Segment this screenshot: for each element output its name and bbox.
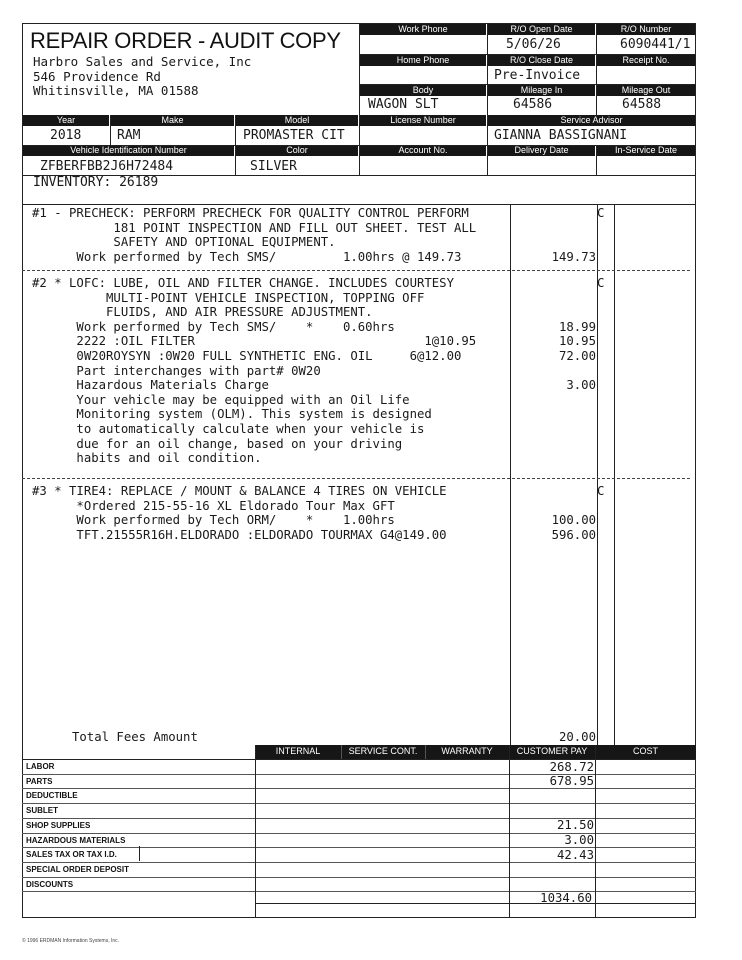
job-line-text: Your vehicle may be equipped with an Oil Life — [32, 392, 410, 407]
job-line-amount: 149.73 — [551, 249, 596, 264]
totals-row-label: DEDUCTIBLE — [26, 791, 78, 801]
label-body: Body — [360, 85, 486, 96]
totals-customer-pay: 3.00 — [564, 833, 594, 847]
job-status-flag: C — [597, 276, 605, 290]
totals-customer-pay: 21.50 — [556, 818, 594, 833]
label-mileage-out: Mileage Out — [597, 85, 695, 96]
job-line-text: Work performed by Tech SMS/ 1.00hrs @ 149.73 — [32, 249, 462, 264]
job-separator — [22, 270, 690, 271]
job-line-text: Hazardous Materials Charge — [32, 378, 269, 393]
job-line-text: #2 * LOFC: LUBE, OIL AND FILTER CHANGE. INCLUDES COURTESY — [32, 276, 454, 290]
job-line-text: Monitoring system (OLM). This system is designed — [32, 407, 432, 422]
label-license-number: License Number — [360, 115, 486, 126]
totals-row-label: HAZARDOUS MATERIALS — [26, 835, 126, 845]
totals-customer-pay: 268.72 — [549, 759, 594, 774]
ro-close-date: Pre-Invoice — [494, 68, 581, 83]
total-fees-amount: 20.00 — [558, 730, 596, 744]
job-line-text: SAFETY AND OPTIONAL EQUIPMENT. — [32, 235, 336, 250]
col-internal: INTERNAL — [275, 746, 321, 756]
label-account-no: Account No. — [360, 145, 486, 156]
label-model: Model — [236, 115, 358, 126]
job-status-flag: C — [597, 484, 605, 498]
dealer-city: Whitinsville, MA 01588 — [33, 83, 199, 99]
job-line-text: #1 - PRECHECK: PERFORM PRECHECK FOR QUALITY CONTROL PERFORM — [32, 206, 469, 220]
inventory: INVENTORY: 26189 — [33, 175, 159, 190]
label-vin: Vehicle Identification Number — [23, 145, 234, 156]
job-line-text: #3 * TIRE4: REPLACE / MOUNT & BALANCE 4 TIRES ON VEHICLE — [32, 484, 447, 498]
vehicle-make: RAM — [117, 128, 141, 143]
job-line-text: *Ordered 215-55-16 XL Eldorado Tour Max GFT — [32, 498, 395, 513]
label-work-phone: Work Phone — [360, 24, 486, 35]
label-ro-open-date: R/O Open Date — [488, 24, 595, 35]
vehicle-color: SILVER — [250, 159, 297, 174]
totals-row-label: SALES TAX OR TAX I.D. — [26, 850, 117, 860]
label-ro-number: R/O Number — [597, 24, 695, 35]
mileage-out: 64588 — [622, 97, 662, 112]
totals-row-label: LABOR — [26, 762, 55, 771]
ro-number: 6090441/1 — [620, 37, 691, 52]
job-separator — [22, 478, 690, 479]
job-line-text: TFT.21555R16H.ELDORADO :ELDORADO TOURMAX G4@149.00 — [32, 527, 447, 542]
col-customer-pay: CUSTOMER PAY — [516, 746, 588, 756]
totals-row-label: DISCOUNTS — [26, 879, 74, 889]
mileage-in: 64586 — [513, 97, 553, 112]
totals-row-label: SUBLET — [26, 806, 58, 816]
job-line-text: Work performed by Tech SMS/ * 0.60hrs — [32, 319, 395, 334]
job-line-text: habits and oil condition. — [32, 451, 262, 466]
label-year: Year — [23, 115, 109, 126]
col-service-cont: SERVICE CONT. — [348, 746, 418, 756]
job-line-text: Work performed by Tech ORM/ * 1.00hrs — [32, 513, 395, 528]
label-in-service-date: In-Service Date — [597, 145, 695, 156]
vehicle-model: PROMASTER CIT — [243, 128, 345, 143]
col-cost: COST — [632, 746, 658, 756]
totals-row-label: SHOP SUPPLIES — [26, 820, 91, 830]
dealer-address — [33, 55, 251, 99]
job-line-amount: 100.00 — [551, 513, 596, 528]
job-line-amount: 72.00 — [558, 349, 596, 363]
totals-customer-pay: 678.95 — [549, 774, 594, 789]
label-ro-close-date: R/O Close Date — [488, 55, 595, 66]
total-fees-label: Total Fees Amount — [72, 730, 198, 744]
label-delivery-date: Delivery Date — [488, 145, 595, 156]
job-line-amount: 10.95 — [558, 334, 596, 349]
job-line-text: due for an oil change, based on your driving — [32, 436, 403, 451]
label-home-phone: Home Phone — [360, 55, 486, 66]
job-line-amount: 3.00 — [566, 378, 596, 393]
col-warranty: WARRANTY — [441, 746, 493, 756]
label-mileage-in: Mileage In — [488, 85, 595, 96]
job-line-text: FLUIDS, AND AIR PRESSURE ADJUSTMENT. — [32, 305, 373, 320]
totals-customer-pay: 42.43 — [556, 847, 594, 862]
job-line-amount: 18.99 — [558, 319, 596, 334]
body-value: WAGON SLT — [368, 97, 439, 112]
job-line-text: 0W20ROYSYN :0W20 FULL SYNTHETIC ENG. OIL 6@12.00 — [32, 349, 462, 363]
totals-row-label: SPECIAL ORDER DEPOSIT — [26, 864, 129, 874]
job-line-text: 181 POINT INSPECTION AND FILL OUT SHEET. TEST ALL — [32, 220, 477, 235]
job-status-flag: C — [597, 206, 605, 220]
vehicle-year: 2018 — [50, 128, 82, 143]
job-line-text: MULTI-POINT VEHICLE INSPECTION, TOPPING OFF — [32, 290, 425, 305]
job-line-amount: 596.00 — [551, 527, 596, 542]
label-receipt-no: Receipt No. — [597, 55, 695, 66]
label-service-advisor: Service Advisor — [488, 115, 695, 126]
copyright: © 1996 ERDMAN Information Systems, Inc. — [22, 938, 120, 944]
service-advisor: GIANNA BASSIGNANI — [494, 128, 628, 143]
page-title: REPAIR ORDER - AUDIT COPY — [30, 28, 341, 53]
label-make: Make — [111, 115, 234, 126]
label-color: Color — [236, 145, 358, 156]
job-line-text: Part interchanges with part# 0W20 — [32, 363, 321, 378]
ro-open-date: 5/06/26 — [506, 37, 561, 52]
dealer-name: Harbro Sales and Service, Inc — [33, 54, 252, 69]
job-line-text: 2222 :OIL FILTER 1@10.95 — [32, 334, 477, 349]
job-line-text: to automatically calculate when your vehicle is — [32, 422, 425, 436]
vin: ZFBERFBB2J6H72484 — [40, 159, 174, 174]
dealer-street: 546 Providence Rd — [33, 68, 161, 84]
grand-total: 1034.60 — [540, 891, 592, 905]
totals-row-label: PARTS — [26, 776, 53, 786]
